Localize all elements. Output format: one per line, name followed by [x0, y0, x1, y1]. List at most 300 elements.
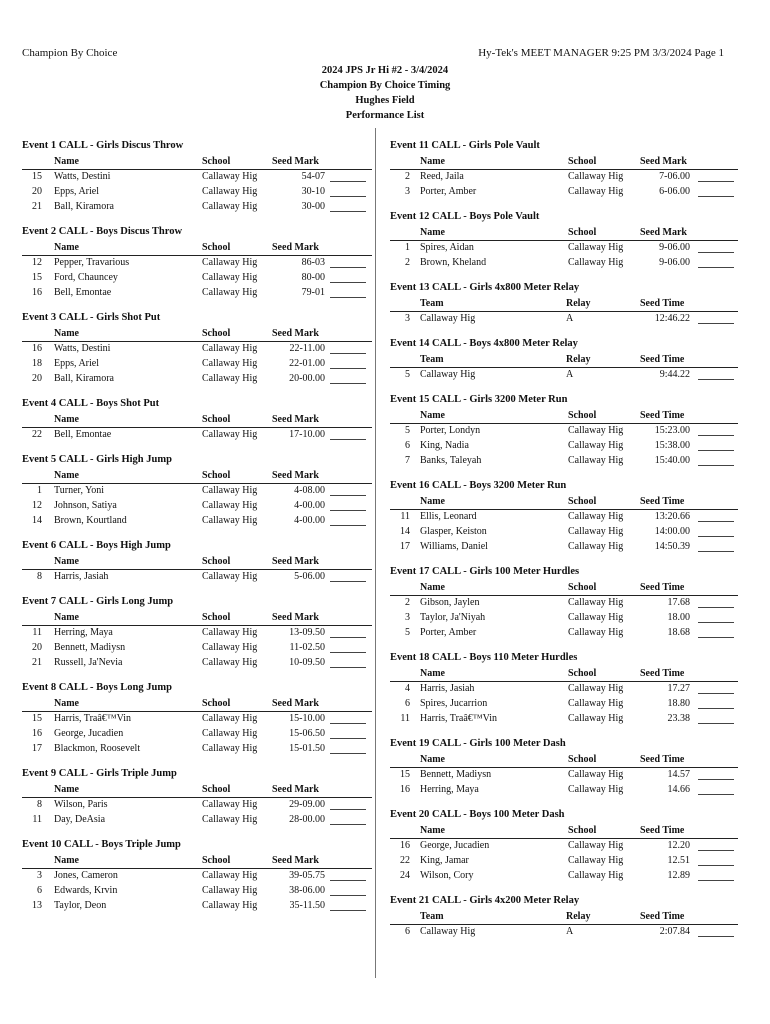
- entry-rank: 2: [405, 171, 410, 182]
- entry-school: Callaway Hig: [568, 840, 624, 851]
- entry-seed: 12.20: [667, 840, 690, 851]
- col-header-school: School: [202, 698, 231, 709]
- entry-seed: 4-00.00: [294, 515, 325, 526]
- entry-seed: 12:46.22: [654, 313, 690, 324]
- entry-rank: 14: [400, 526, 410, 537]
- entry-name: Harris, Jasiah: [54, 571, 109, 582]
- col-header-seed: Seed Mark: [272, 556, 319, 567]
- col-header-seed: Seed Mark: [640, 156, 687, 167]
- result-blank-line: [330, 717, 366, 724]
- col-header-school: School: [568, 668, 597, 679]
- event-title: Event 13 CALL - Girls 4x800 Meter Relay: [390, 282, 580, 293]
- result-blank-line: [330, 519, 366, 526]
- entry-seed: 13-09.50: [289, 627, 325, 638]
- entry-rank: 15: [32, 713, 42, 724]
- event-title: Event 9 CALL - Girls Triple Jump: [22, 768, 177, 779]
- event-block: [22, 138, 372, 215]
- result-blank-line: [330, 504, 366, 511]
- entry-school: Callaway Hig: [202, 287, 258, 298]
- col-header-name: Name: [420, 825, 445, 836]
- col-header-seed: Seed Mark: [640, 227, 687, 238]
- col-header-name: Name: [420, 754, 445, 765]
- result-blank-line: [330, 489, 366, 496]
- entry-school: Callaway Hig: [568, 597, 624, 608]
- col-header-seed: Seed Mark: [272, 698, 319, 709]
- event-block: [22, 837, 372, 914]
- entry-row: [390, 439, 738, 454]
- event-title: Event 6 CALL - Boys High Jump: [22, 540, 171, 551]
- entry-name: Watts, Destini: [54, 343, 111, 354]
- col-header-seed: Seed Mark: [272, 156, 319, 167]
- entry-seed: 6-06.00: [659, 186, 690, 197]
- col-header-seed: Seed Time: [640, 582, 685, 593]
- col-header-name: Name: [420, 227, 445, 238]
- entry-rank: 13: [32, 900, 42, 911]
- entry-name: Blackmon, Roosevelt: [54, 743, 141, 754]
- entry-seed: 15-06.50: [289, 728, 325, 739]
- col-header-name: Name: [420, 668, 445, 679]
- col-header-school: School: [202, 855, 231, 866]
- entry-name: Banks, Taleyah: [420, 455, 482, 466]
- entry-name: Ball, Kiramora: [54, 373, 114, 384]
- result-blank-line: [330, 347, 366, 354]
- entry-school: Callaway Hig: [202, 485, 258, 496]
- entry-name: Porter, Amber: [420, 186, 477, 197]
- column-header-row: [22, 612, 372, 626]
- entry-row: [390, 241, 738, 256]
- entry-name: Spires, Jucarrion: [420, 698, 488, 709]
- entry-row: [390, 525, 738, 540]
- entry-row: [390, 854, 738, 869]
- entry-school: Callaway Hig: [202, 571, 258, 582]
- result-blank-line: [698, 631, 734, 638]
- entry-row: [22, 899, 372, 914]
- event-block: [22, 310, 372, 387]
- left-column: [22, 138, 372, 923]
- event-block: [22, 680, 372, 757]
- entry-rank: 15: [32, 171, 42, 182]
- entry-row: [22, 712, 372, 727]
- entry-school: Callaway Hig: [202, 885, 258, 896]
- entry-name: Gibson, Jaylen: [420, 597, 480, 608]
- result-blank-line: [698, 190, 734, 197]
- entry-school: Callaway Hig: [202, 343, 258, 354]
- entry-name: Herring, Maya: [420, 784, 479, 795]
- entry-school: Callaway Hig: [568, 242, 624, 253]
- entry-seed: 7-06.00: [659, 171, 690, 182]
- col-header-school: School: [202, 784, 231, 795]
- result-blank-line: [330, 377, 366, 384]
- entry-row: [390, 256, 738, 271]
- entry-name: Bennett, Madiysn: [54, 642, 126, 653]
- entry-team: Callaway Hig: [420, 313, 476, 324]
- event-title: Event 2 CALL - Boys Discus Throw: [22, 226, 183, 237]
- col-header-seed: Seed Time: [640, 668, 685, 679]
- result-blank-line: [330, 874, 366, 881]
- entry-seed: 14:50.39: [654, 541, 690, 552]
- result-blank-line: [330, 803, 366, 810]
- entry-name: Ford, Chauncey: [54, 272, 118, 283]
- entry-seed: 20-00.00: [289, 373, 325, 384]
- column-header-row: [22, 784, 372, 798]
- entry-name: Porter, Londyn: [420, 425, 481, 436]
- result-blank-line: [330, 889, 366, 896]
- event-block: [22, 594, 372, 671]
- entry-name: Watts, Destini: [54, 171, 111, 182]
- venue: Hughes Field: [355, 95, 415, 106]
- entry-rank: 24: [400, 870, 410, 881]
- entry-school: Callaway Hig: [568, 612, 624, 623]
- report-type: Performance List: [345, 110, 425, 121]
- column-header-row: [22, 855, 372, 869]
- entry-rank: 6: [37, 885, 42, 896]
- entry-seed: 22-01.00: [289, 358, 325, 369]
- entry-row: [22, 428, 372, 443]
- entry-seed: 28-00.00: [289, 814, 325, 825]
- event-block: [390, 280, 738, 327]
- entry-school: Callaway Hig: [568, 713, 624, 724]
- result-blank-line: [330, 190, 366, 197]
- entry-rank: 20: [32, 373, 42, 384]
- entry-name: Bell, Emontae: [54, 429, 112, 440]
- column-header-row: [390, 582, 738, 596]
- event-title: Event 12 CALL - Boys Pole Vault: [390, 211, 540, 222]
- result-blank-line: [698, 459, 734, 466]
- column-header-row: [22, 156, 372, 170]
- entry-rank: 5: [405, 369, 410, 380]
- col-header-name: Name: [420, 410, 445, 421]
- col-header-school: School: [202, 414, 231, 425]
- entry-rank: 6: [405, 698, 410, 709]
- entry-name: Herring, Maya: [54, 627, 113, 638]
- event-title: Event 1 CALL - Girls Discus Throw: [22, 140, 184, 151]
- col-header-seed: Seed Mark: [272, 784, 319, 795]
- column-header-row: [390, 298, 738, 312]
- entry-row: [22, 185, 372, 200]
- entry-seed: 22-11.00: [289, 343, 325, 354]
- event-block: [22, 452, 372, 529]
- entry-row: [22, 286, 372, 301]
- event-title: Event 11 CALL - Girls Pole Vault: [390, 140, 540, 151]
- entry-row: [390, 596, 738, 611]
- result-blank-line: [698, 930, 734, 937]
- entry-name: Porter, Amber: [420, 627, 477, 638]
- col-header-name: Name: [54, 698, 79, 709]
- column-header-row: [390, 227, 738, 241]
- entry-team: Callaway Hig: [420, 369, 476, 380]
- col-header-school: School: [568, 227, 597, 238]
- result-blank-line: [330, 205, 366, 212]
- entry-rank: 15: [400, 769, 410, 780]
- event-title: Event 8 CALL - Boys Long Jump: [22, 682, 172, 693]
- result-blank-line: [698, 429, 734, 436]
- event-block: [22, 396, 372, 443]
- entry-rank: 4: [405, 683, 410, 694]
- result-blank-line: [330, 291, 366, 298]
- col-header-name: Name: [54, 784, 79, 795]
- entry-rank: 12: [32, 257, 42, 268]
- entry-seed: 12.51: [667, 855, 690, 866]
- col-header-school: School: [568, 582, 597, 593]
- result-blank-line: [330, 747, 366, 754]
- entry-rank: 3: [37, 870, 42, 881]
- entry-row: [390, 424, 738, 439]
- entry-name: Wilson, Cory: [420, 870, 474, 881]
- event-block: [390, 736, 738, 798]
- entry-row: [22, 626, 372, 641]
- entry-school: Callaway Hig: [568, 769, 624, 780]
- entry-rank: 16: [400, 840, 410, 851]
- entry-name: Ellis, Leonard: [420, 511, 477, 522]
- event-block: [390, 392, 738, 469]
- event-block: [22, 224, 372, 301]
- entry-school: Callaway Hig: [202, 657, 258, 668]
- entry-seed: 14.66: [667, 784, 690, 795]
- result-blank-line: [330, 904, 366, 911]
- entry-row: [390, 368, 738, 383]
- entry-rank: 16: [32, 343, 42, 354]
- entry-relay: A: [566, 926, 574, 937]
- event-title: Event 18 CALL - Boys 110 Meter Hurdles: [390, 652, 578, 663]
- entry-school: Callaway Hig: [202, 272, 258, 283]
- event-block: [390, 336, 738, 383]
- entry-row: [390, 170, 738, 185]
- result-blank-line: [698, 788, 734, 795]
- entry-rank: 8: [37, 571, 42, 582]
- col-header-name: Team: [420, 298, 444, 309]
- entry-row: [22, 884, 372, 899]
- entry-name: Brown, Kheland: [420, 257, 487, 268]
- entry-school: Callaway Hig: [568, 257, 624, 268]
- entry-row: [390, 454, 738, 469]
- column-header-row: [390, 354, 738, 368]
- result-blank-line: [698, 702, 734, 709]
- col-header-school: Relay: [566, 298, 591, 309]
- entry-rank: 5: [405, 627, 410, 638]
- entry-row: [390, 768, 738, 783]
- entry-row: [22, 484, 372, 499]
- entry-school: Callaway Hig: [202, 799, 258, 810]
- result-blank-line: [330, 362, 366, 369]
- entry-rank: 22: [400, 855, 410, 866]
- col-header-seed: Seed Mark: [272, 414, 319, 425]
- result-blank-line: [330, 818, 366, 825]
- entry-name: George, Jucadien: [54, 728, 124, 739]
- event-block: [390, 564, 738, 641]
- entry-rank: 16: [32, 287, 42, 298]
- column-header-row: [22, 414, 372, 428]
- entry-row: [22, 742, 372, 757]
- col-header-seed: Seed Time: [640, 496, 685, 507]
- entry-row: [390, 697, 738, 712]
- entry-school: Callaway Hig: [202, 728, 258, 739]
- entry-seed: 17.27: [667, 683, 690, 694]
- entry-name: Harris, Jasiah: [420, 683, 475, 694]
- entry-row: [22, 170, 372, 185]
- entry-row: [22, 656, 372, 671]
- entry-rank: 6: [405, 926, 410, 937]
- event-block: [390, 209, 738, 271]
- event-title: Event 5 CALL - Girls High Jump: [22, 454, 172, 465]
- event-title: Event 20 CALL - Boys 100 Meter Dash: [390, 809, 565, 820]
- col-header-name: Name: [420, 582, 445, 593]
- entry-rank: 12: [32, 500, 42, 511]
- entry-rank: 7: [405, 455, 410, 466]
- meet-title: 2024 JPS Jr Hi #2 - 3/4/2024: [321, 65, 449, 76]
- result-blank-line: [698, 373, 734, 380]
- result-blank-line: [698, 616, 734, 623]
- entry-name: Turner, Yoni: [54, 485, 105, 496]
- entry-seed: 2:07.84: [659, 926, 690, 937]
- entry-school: Callaway Hig: [202, 743, 258, 754]
- entry-school: Callaway Hig: [202, 257, 258, 268]
- entry-row: [22, 813, 372, 828]
- column-header-row: [390, 156, 738, 170]
- entry-seed: 35-11.50: [289, 900, 325, 911]
- event-block: [22, 766, 372, 828]
- entry-name: King, Nadia: [420, 440, 469, 451]
- entry-seed: 9:44.22: [659, 369, 690, 380]
- col-header-name: Name: [54, 470, 79, 481]
- result-blank-line: [698, 844, 734, 851]
- entry-rank: 16: [400, 784, 410, 795]
- entry-name: Spires, Aidan: [420, 242, 474, 253]
- entry-row: [22, 869, 372, 884]
- event-title: Event 19 CALL - Girls 100 Meter Dash: [390, 738, 566, 749]
- col-header-seed: Seed Time: [640, 825, 685, 836]
- entry-school: Callaway Hig: [568, 870, 624, 881]
- entry-school: Callaway Hig: [568, 526, 624, 537]
- entry-row: [390, 925, 738, 940]
- col-header-name: Name: [54, 612, 79, 623]
- column-header-row: [390, 911, 738, 925]
- col-header-school: School: [202, 242, 231, 253]
- entry-name: Ball, Kiramora: [54, 201, 114, 212]
- col-header-school: Relay: [566, 911, 591, 922]
- entry-name: Williams, Daniel: [420, 541, 488, 552]
- entry-school: Callaway Hig: [202, 171, 258, 182]
- entry-seed: 86-03: [301, 257, 325, 268]
- result-blank-line: [698, 515, 734, 522]
- col-header-seed: Seed Time: [640, 754, 685, 765]
- entry-row: [390, 540, 738, 555]
- event-title: Event 10 CALL - Boys Triple Jump: [22, 839, 181, 850]
- entry-row: [22, 256, 372, 271]
- header-software-info: Hy-Tek's MEET MANAGER 9:25 PM 3/3/2024 Page 1: [478, 47, 724, 59]
- entry-school: Callaway Hig: [568, 511, 624, 522]
- col-header-seed: Seed Time: [640, 410, 685, 421]
- entry-rank: 22: [32, 429, 42, 440]
- column-header-row: [390, 754, 738, 768]
- entry-school: Callaway Hig: [202, 515, 258, 526]
- entry-school: Callaway Hig: [202, 358, 258, 369]
- entry-school: Callaway Hig: [568, 683, 624, 694]
- entry-row: [22, 641, 372, 656]
- entry-row: [22, 200, 372, 215]
- result-blank-line: [330, 261, 366, 268]
- header-meet-host: Champion By Choice: [22, 47, 118, 59]
- timing-company: Champion By Choice Timing: [319, 80, 451, 91]
- entry-school: Callaway Hig: [202, 500, 258, 511]
- result-blank-line: [330, 433, 366, 440]
- entry-seed: 15:40.00: [654, 455, 690, 466]
- col-header-school: School: [202, 612, 231, 623]
- col-header-seed: Seed Mark: [272, 242, 319, 253]
- entry-school: Callaway Hig: [568, 541, 624, 552]
- result-blank-line: [330, 661, 366, 668]
- result-blank-line: [698, 545, 734, 552]
- entry-seed: 38-06.00: [289, 885, 325, 896]
- entry-relay: A: [566, 313, 574, 324]
- entry-school: Callaway Hig: [202, 713, 258, 724]
- entry-rank: 2: [405, 257, 410, 268]
- entry-rank: 11: [400, 511, 410, 522]
- entry-school: Callaway Hig: [202, 870, 258, 881]
- result-blank-line: [698, 246, 734, 253]
- event-title: Event 15 CALL - Girls 3200 Meter Run: [390, 394, 568, 405]
- col-header-seed: Seed Time: [640, 354, 685, 365]
- entry-row: [22, 372, 372, 387]
- entry-seed: 10-09.50: [289, 657, 325, 668]
- result-blank-line: [698, 444, 734, 451]
- result-blank-line: [698, 530, 734, 537]
- entry-name: Taylor, Ja'Niyah: [420, 612, 486, 623]
- entry-seed: 15:23.00: [654, 425, 690, 436]
- entry-seed: 13:20.66: [654, 511, 690, 522]
- entry-rank: 3: [405, 612, 410, 623]
- entry-school: Callaway Hig: [568, 455, 624, 466]
- entry-row: [22, 271, 372, 286]
- entry-school: Callaway Hig: [568, 186, 624, 197]
- entry-row: [390, 185, 738, 200]
- entry-seed: 79-01: [301, 287, 325, 298]
- col-header-school: School: [202, 156, 231, 167]
- col-header-name: Name: [54, 242, 79, 253]
- col-header-name: Name: [420, 496, 445, 507]
- column-header-row: [22, 242, 372, 256]
- entry-name: Harris, Traâ€™Vin: [420, 713, 497, 724]
- col-header-school: School: [568, 156, 597, 167]
- entry-name: Day, DeAsia: [54, 814, 106, 825]
- col-header-seed: Seed Time: [640, 911, 685, 922]
- column-header-row: [22, 328, 372, 342]
- entry-seed: 54-07: [301, 171, 325, 182]
- result-blank-line: [330, 175, 366, 182]
- event-block: [390, 138, 738, 200]
- result-blank-line: [330, 732, 366, 739]
- entry-seed: 12.89: [667, 870, 690, 881]
- event-title: Event 7 CALL - Girls Long Jump: [22, 596, 174, 607]
- right-column: [390, 138, 738, 949]
- entry-seed: 9-06.00: [659, 257, 690, 268]
- entry-name: George, Jucadien: [420, 840, 490, 851]
- entry-rank: 21: [32, 657, 42, 668]
- entry-seed: 15-01.50: [289, 743, 325, 754]
- entry-row: [22, 727, 372, 742]
- entry-name: Pepper, Travarious: [54, 257, 130, 268]
- result-blank-line: [698, 601, 734, 608]
- result-blank-line: [330, 646, 366, 653]
- entry-rank: 20: [32, 186, 42, 197]
- entry-name: Reed, Jaila: [420, 171, 464, 182]
- entry-rank: 2: [405, 597, 410, 608]
- entry-rank: 11: [32, 627, 42, 638]
- entry-row: [390, 869, 738, 884]
- entry-name: Bennett, Madiysn: [420, 769, 492, 780]
- col-header-name: Name: [54, 156, 79, 167]
- col-header-seed: Seed Mark: [272, 328, 319, 339]
- entry-row: [22, 499, 372, 514]
